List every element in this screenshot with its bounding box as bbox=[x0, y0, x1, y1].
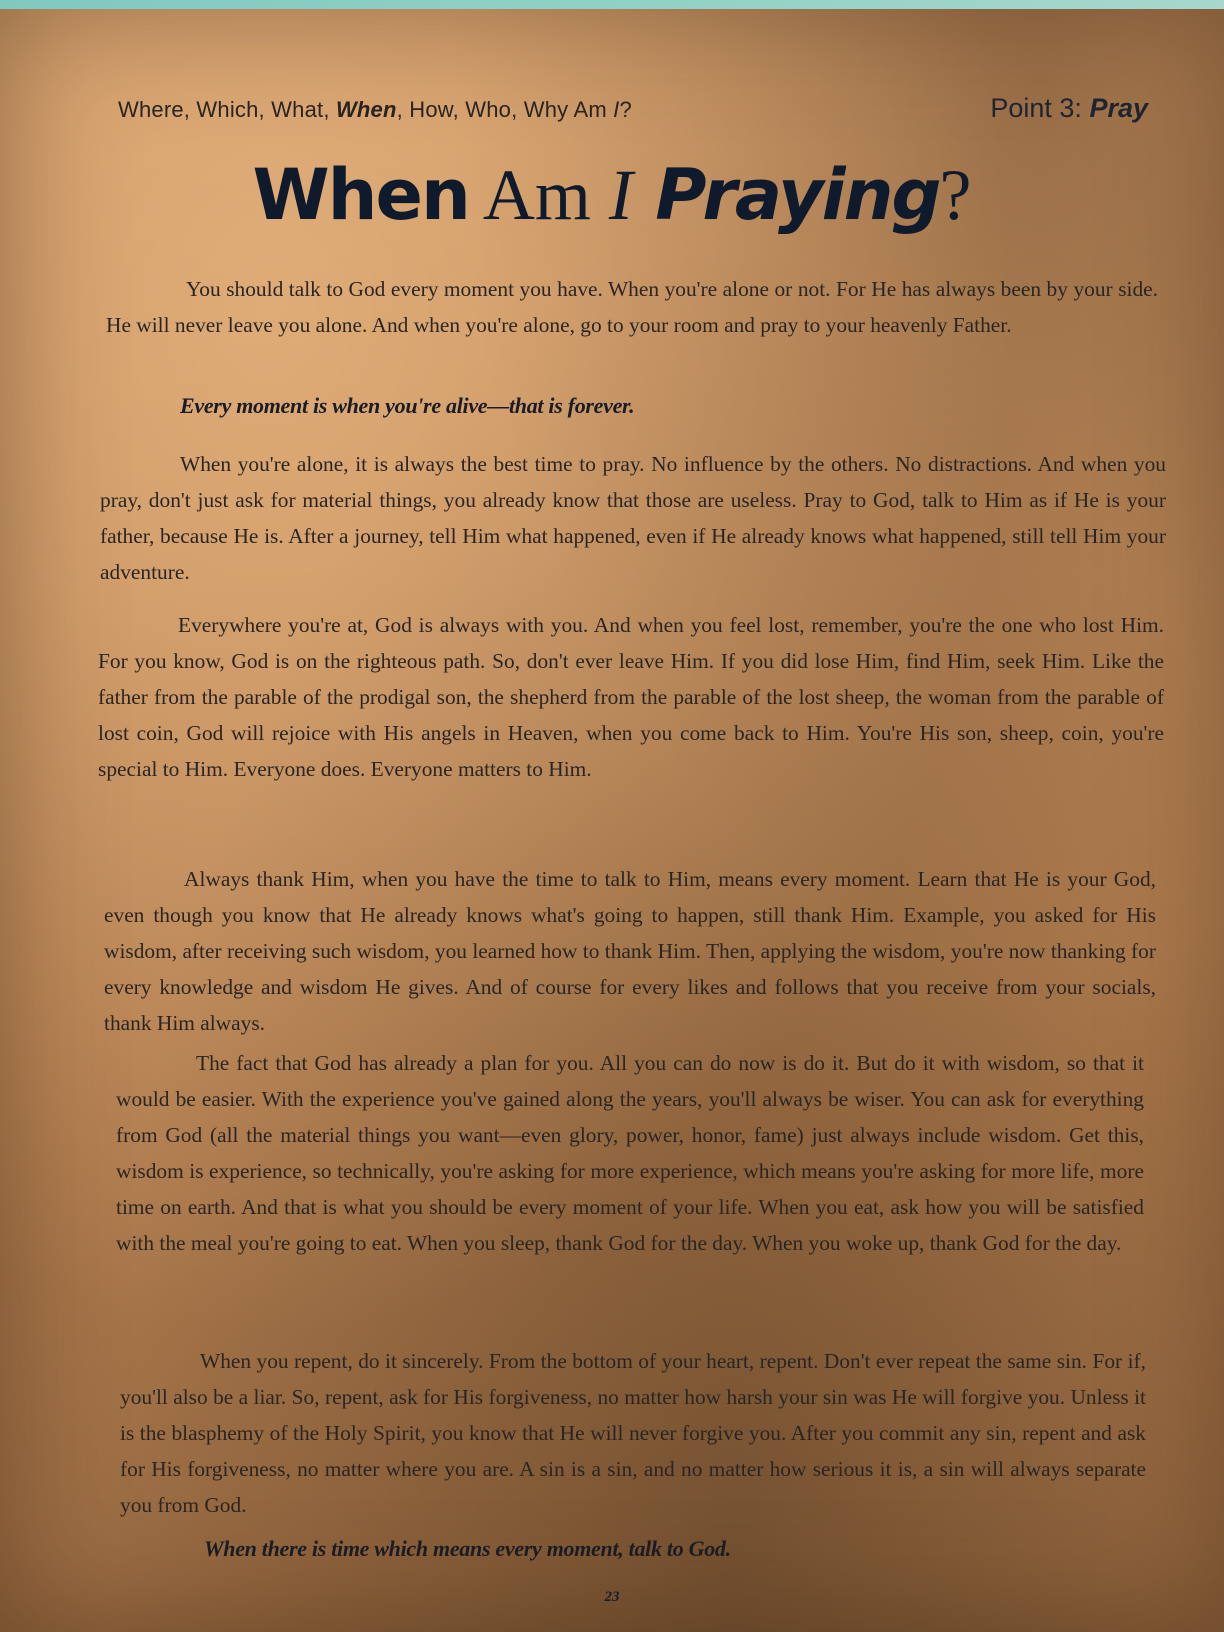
paragraph-4: Always thank Him, when you have the time to talk to Him, means every moment. Learn that He is your God, even though you know that He already knows what's going to happen, still thank Him. Example, you asked for His wisdom, after receiving such wisdom, you learned how to thank Him. Then, applying the wisdom, you're now thanking for every knowledge and wisdom He gives. And of course for every likes and follows that you receive from your socials, thank Him always. bbox=[104, 867, 1156, 1035]
header-left-when: When bbox=[335, 97, 397, 122]
page-number: 23 bbox=[604, 1589, 620, 1605]
header-point-label: Point 3: bbox=[990, 93, 1090, 123]
header-point-pray: Pray bbox=[1089, 93, 1148, 123]
title-when: When bbox=[252, 154, 469, 236]
paragraph-2: When you're alone, it is always the best time to pray. No influence by the others. No distractions. And when you pray, don't just ask for material things, you already know that those are useless. Pray to God, talk to Him as if He is your father, because He is. After a journey, tell Him what happened, even if He already knows what happened, still tell Him your adventure. bbox=[100, 452, 1166, 584]
title-am: Am bbox=[468, 155, 609, 235]
book-page bbox=[0, 9, 1224, 1632]
running-header-right bbox=[990, 93, 1148, 124]
paragraph-6: When you repent, do it sincerely. From the bottom of your heart, repent. Don't ever repeat the same sin. For if, you'll also be a liar. So, repent, ask for His forgiveness, no matter how harsh your sin was He will forgive you. Unless it is the blasphemy of the Holy Spirit, you know that He will never forgive you. After you commit any sin, repent and ask for His forgiveness, no matter where you are. A sin is a sin, and no matter how serious it is, a sin will always separate you from God. bbox=[120, 1349, 1146, 1517]
header-left-text-3: ? bbox=[619, 97, 632, 122]
header-left-text-1: Where, Which, What, bbox=[118, 97, 336, 122]
paragraph-5: The fact that God has already a plan for you. All you can do now is do it. But do it with wisdom, so that it would be easier. With the experience you've gained along the years, you'll always be wiser. You can ask for everything from God (all the material things you want—even glory, power, honor, fame) just always include wisdom. Get this, wisdom is experience, so technically, you're asking for more experience, which means you're asking for more life, more time on earth. And that is what you should be every moment of your life. When you eat, ask how you will be satisfied with the meal you're going to eat. When you sleep, thank God for the day. When you woke up, thank God for the day. bbox=[116, 1051, 1144, 1255]
running-header-left bbox=[118, 97, 632, 123]
pull-quote-1: Every moment is when you're alive—that is forever. bbox=[180, 393, 635, 418]
header-left-text-2: , How, Who, Why Am bbox=[396, 97, 614, 122]
title-question-mark: ? bbox=[939, 155, 972, 235]
header-left-i: I bbox=[613, 97, 620, 122]
background-strip bbox=[0, 0, 1224, 9]
title-praying: Praying bbox=[632, 154, 940, 236]
pull-quote-2: When there is time which means every moment, talk to God. bbox=[204, 1536, 731, 1561]
page-title bbox=[0, 154, 1224, 236]
title-i: I bbox=[608, 155, 633, 235]
paragraph-3: Everywhere you're at, God is always with you. And when you feel lost, remember, you're the one who lost Him. For you know, God is on the righteous path. So, don't ever leave Him. If you did lose Him, find Him, seek Him. Like the father from the parable of the prodigal son, the shepherd from the parable of the lost sheep, the woman from the parable of lost coin, God will rejoice with His angels in Heaven, when you come back to Him. You're His son, sheep, coin, you're special to Him. Everyone does. Everyone matters to Him. bbox=[98, 613, 1164, 781]
paragraph-1: You should talk to God every moment you have. When you're alone or not. For He has always been by your side. He will never leave you alone. And when you're alone, go to your room and pray to your heavenly Father. bbox=[106, 277, 1158, 337]
